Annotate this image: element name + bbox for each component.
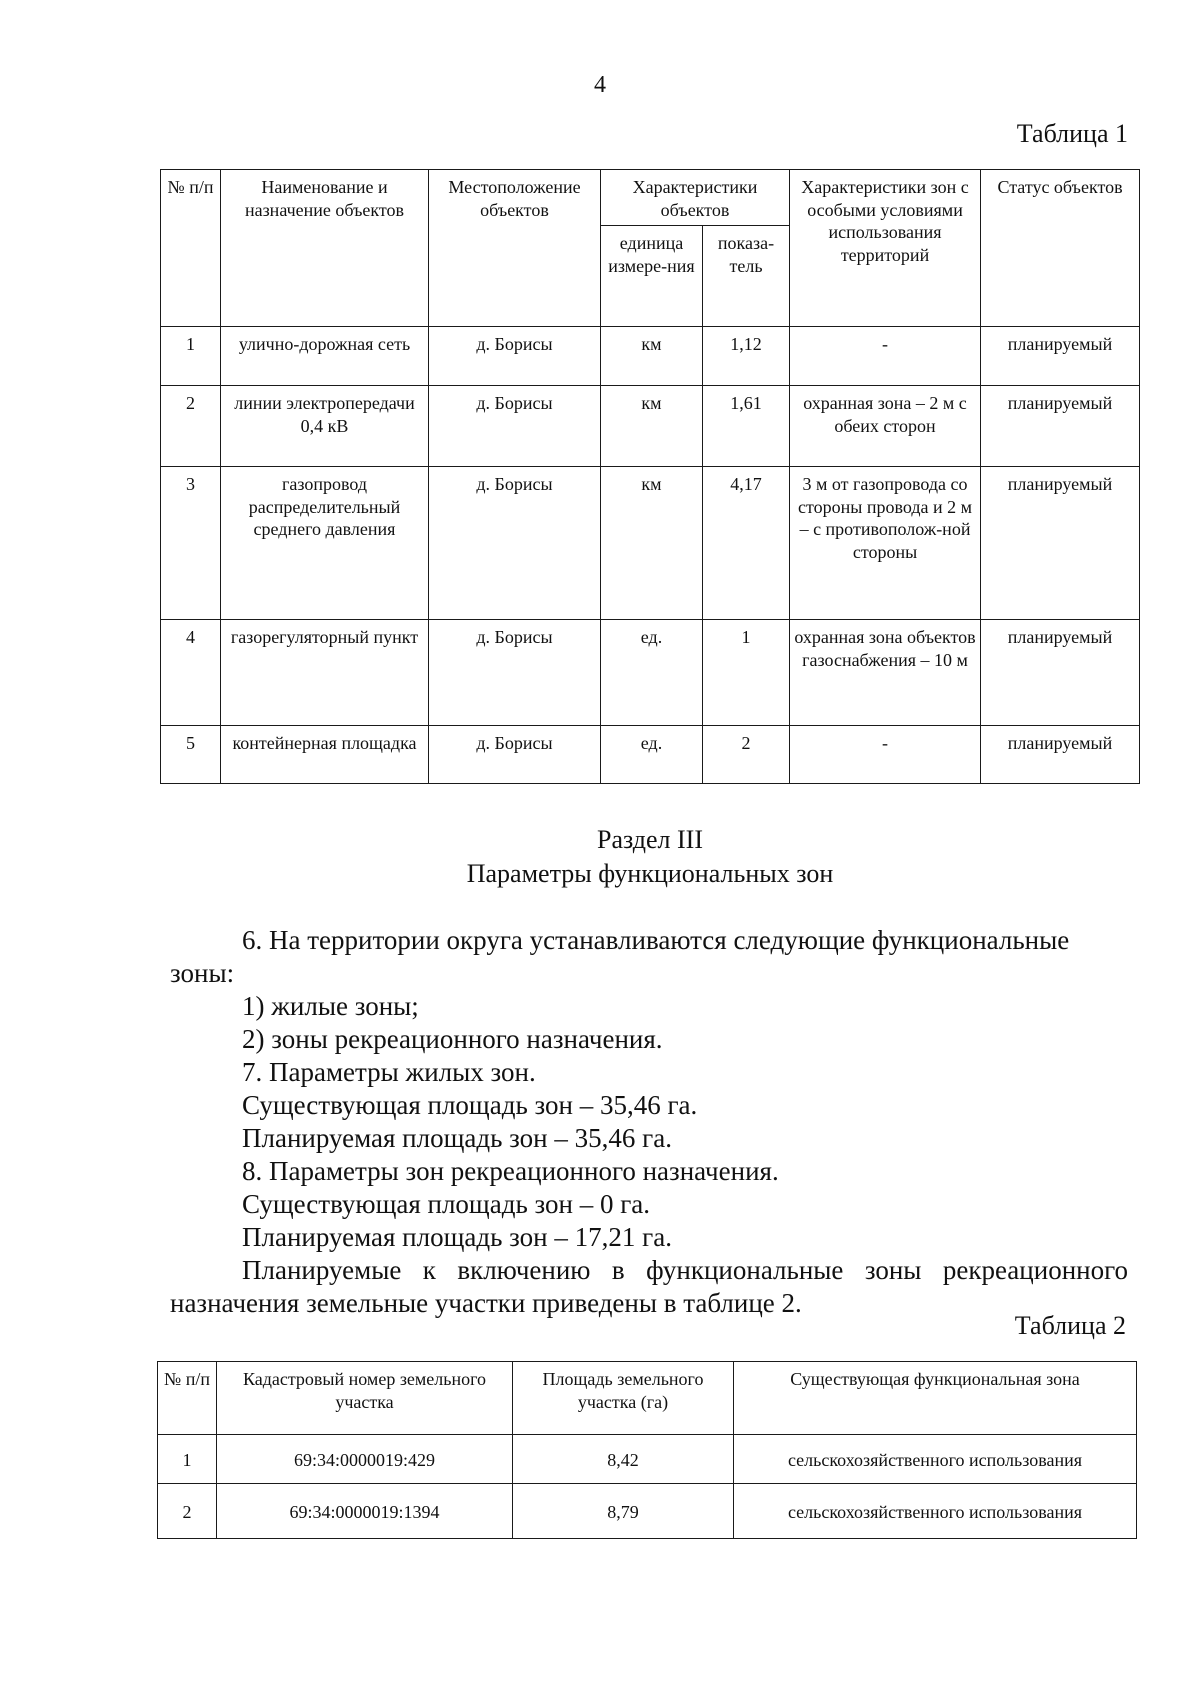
header-status: Статус объектов — [981, 170, 1140, 327]
row-area: 8,79 — [513, 1484, 734, 1539]
row-name: газопровод распределительный среднего давления — [221, 467, 429, 620]
header-cadastral: Кадастровый номер земельного участка — [217, 1362, 513, 1435]
recreation-existing-area: Существующая площадь зон – 0 га. — [242, 1189, 651, 1219]
paragraph-6 — [170, 924, 1128, 1320]
row-name: улично-дорожная сеть — [221, 327, 429, 386]
row-value: 1 — [703, 620, 790, 726]
row-name: линии электропередачи 0,4 кВ — [221, 386, 429, 467]
row-name: контейнерная площадка — [221, 726, 429, 784]
page-number: 4 — [594, 72, 606, 98]
row-zone: - — [790, 726, 981, 784]
row-zone: - — [790, 327, 981, 386]
row-unit: км — [601, 467, 703, 620]
residential-planned-area: Планируемая площадь зон – 35,46 га. — [242, 1123, 672, 1153]
row-value: 4,17 — [703, 467, 790, 620]
row-num: 1 — [158, 1435, 217, 1484]
recreation-planned-area: Планируемая площадь зон – 17,21 га. — [242, 1222, 672, 1252]
section-subtitle: Параметры функциональных зон — [466, 859, 834, 888]
row-location: д. Борисы — [429, 726, 601, 784]
header-zone: Существующая функциональная зона — [734, 1362, 1137, 1435]
section-title: Раздел III — [596, 825, 704, 854]
table-row — [161, 327, 1140, 386]
row-value: 1,61 — [703, 386, 790, 467]
row-location: д. Борисы — [429, 327, 601, 386]
row-area: 8,42 — [513, 1435, 734, 1484]
table1-caption: Таблица 1 — [1016, 119, 1128, 148]
table-row — [161, 386, 1140, 467]
paragraph-6-line1: 6. На территории округа устанавливаются следующие функциональные — [242, 925, 1070, 955]
row-zone: охранная зона – 2 м с обеих сторон — [790, 386, 981, 467]
note-line1: Планируемые к включению в функциональные зоны рекреационного — [242, 1255, 1128, 1285]
row-zone: сельскохозяйственного использования — [734, 1435, 1137, 1484]
note-line2: назначения земельные участки приведены в таблице 2. — [170, 1288, 802, 1318]
table-row — [161, 467, 1140, 620]
table-row — [161, 620, 1140, 726]
row-num: 4 — [161, 620, 221, 726]
row-status: планируемый — [981, 620, 1140, 726]
header-location: Местоположение объектов — [429, 170, 601, 327]
row-unit: км — [601, 386, 703, 467]
row-zone: охранная зона объектов газоснабжения – 10 м — [790, 620, 981, 726]
row-status: планируемый — [981, 327, 1140, 386]
header-area: Площадь земельного участка (га) — [513, 1362, 734, 1435]
land-plots-table — [157, 1361, 1137, 1539]
row-cadastral: 69:34:0000019:1394 — [217, 1484, 513, 1539]
row-location: д. Борисы — [429, 467, 601, 620]
header-characteristics: Характеристики объектов — [601, 170, 790, 226]
row-status: планируемый — [981, 726, 1140, 784]
row-value: 1,12 — [703, 327, 790, 386]
row-value: 2 — [703, 726, 790, 784]
row-unit: ед. — [601, 620, 703, 726]
row-status: планируемый — [981, 386, 1140, 467]
row-num: 2 — [158, 1484, 217, 1539]
header-zones: Характеристики зон с особыми условиями использования территорий — [790, 170, 981, 327]
header-num: № п/п — [161, 170, 221, 327]
row-unit: ед. — [601, 726, 703, 784]
residential-existing-area: Существующая площадь зон – 35,46 га. — [242, 1090, 698, 1120]
table2-caption: Таблица 2 — [1014, 1311, 1126, 1340]
row-location: д. Борисы — [429, 620, 601, 726]
row-cadastral: 69:34:0000019:429 — [217, 1435, 513, 1484]
row-location: д. Борисы — [429, 386, 601, 467]
row-zone: сельскохозяйственного использования — [734, 1484, 1137, 1539]
table-row — [161, 726, 1140, 784]
row-zone: 3 м от газопровода со стороны провода и 2 м – с противополож-ной стороны — [790, 467, 981, 620]
header-num: № п/п — [158, 1362, 217, 1435]
table-row — [158, 1484, 1137, 1539]
paragraph-8: 8. Параметры зон рекреационного назначения. — [242, 1156, 779, 1186]
row-name: газорегуляторный пункт — [221, 620, 429, 726]
header-name: Наименование и назначение объектов — [221, 170, 429, 327]
row-num: 5 — [161, 726, 221, 784]
row-unit: км — [601, 327, 703, 386]
header-unit: единица измере-ния — [601, 226, 703, 327]
list-item: 2) зоны рекреационного назначения. — [242, 1024, 663, 1054]
paragraph-7: 7. Параметры жилых зон. — [242, 1057, 536, 1087]
row-num: 3 — [161, 467, 221, 620]
objects-table — [160, 169, 1140, 784]
row-num: 1 — [161, 327, 221, 386]
list-item: 1) жилые зоны; — [242, 991, 419, 1021]
table-row — [158, 1435, 1137, 1484]
paragraph-6-line2: зоны: — [170, 958, 235, 988]
row-status: планируемый — [981, 467, 1140, 620]
row-num: 2 — [161, 386, 221, 467]
header-value: показа-тель — [703, 226, 790, 327]
